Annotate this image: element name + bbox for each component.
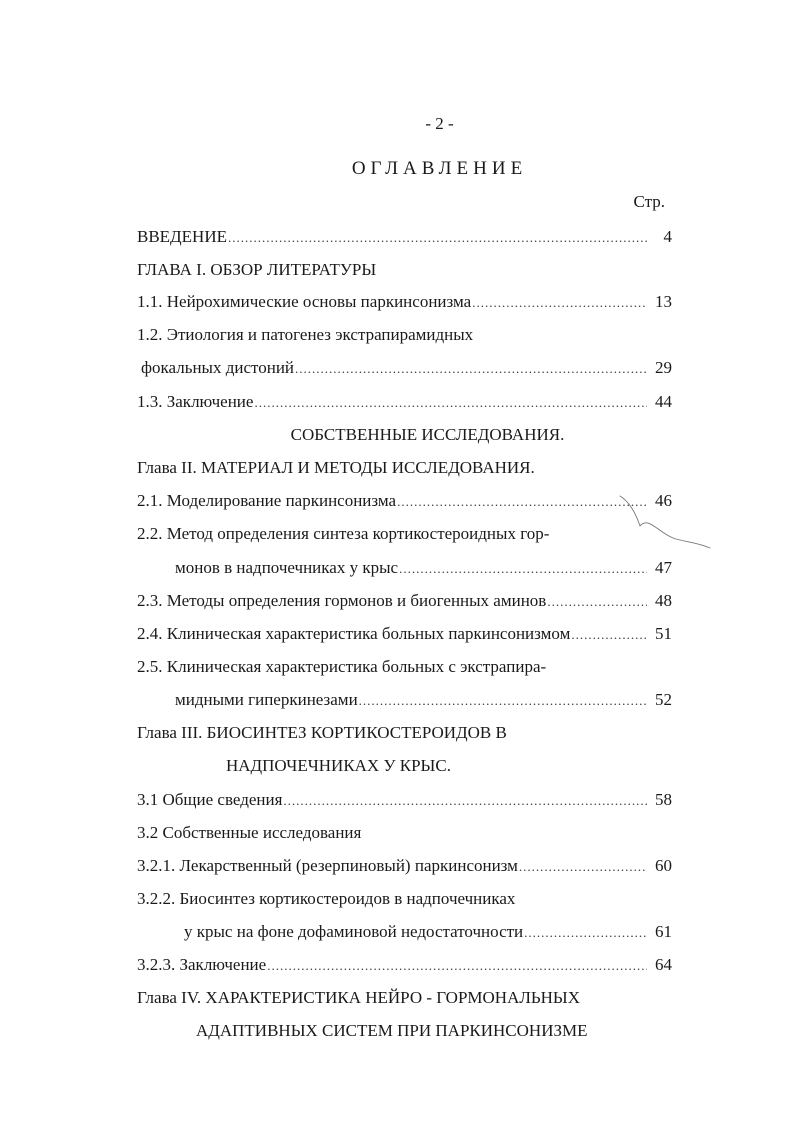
leader-dots <box>547 591 647 613</box>
toc-entry-text: мидными гиперкинезами <box>175 690 358 709</box>
leader-dots <box>524 922 647 944</box>
toc-entry-page: 47 <box>655 558 672 577</box>
toc-entry-page: 4 <box>663 227 672 246</box>
toc-entry-text: 1.3. Заключение <box>137 392 254 411</box>
toc-entry-2-2-line1: 2.2. Метод определения синтеза кортикостероидных гор- <box>137 524 550 543</box>
toc-chapter-4-heading-line2: АДАПТИВНЫХ СИСТЕМ ПРИ ПАРКИНСОНИЗМЕ <box>196 1021 588 1040</box>
toc-entry-3-2-2 <box>184 921 672 944</box>
toc-entry-2-5 <box>175 689 672 712</box>
toc-entry-page: 52 <box>655 690 672 709</box>
toc-entry-3-2-3 <box>137 954 672 977</box>
toc-entry-2-1 <box>137 490 672 513</box>
page-column-label: Стр. <box>633 192 665 211</box>
toc-entry-text: 3.2.3. Заключение <box>137 955 267 974</box>
toc-entry-text: 3.1 Общие сведения <box>137 790 283 809</box>
leader-dots <box>283 790 647 812</box>
toc-entry-page: 61 <box>655 922 672 941</box>
leader-dots <box>228 227 647 249</box>
toc-entry-text: 2.1. Моделирование паркинсонизма <box>137 491 397 510</box>
toc-entry-page: 29 <box>655 358 672 377</box>
toc-entry-page: 44 <box>655 392 672 411</box>
toc-chapter-3-heading-line1: Глава III. БИОСИНТЕЗ КОРТИКОСТЕРОИДОВ В <box>137 723 507 742</box>
leader-dots <box>359 690 647 712</box>
leader-dots <box>472 292 647 314</box>
toc-entry-3-2-1 <box>137 855 672 878</box>
toc-entry-page: 58 <box>655 790 672 809</box>
toc-entry-page: 64 <box>655 955 672 974</box>
toc-entry-text: фокальных дистоний <box>141 358 295 377</box>
pencil-mark-icon <box>618 492 718 552</box>
toc-entry-2-2 <box>175 557 672 580</box>
toc-entry-text: 2.3. Методы определения гормонов и биогенных аминов <box>137 591 547 610</box>
toc-chapter-3-heading-line2: НАДПОЧЕЧНИКАХ У КРЫС. <box>226 756 451 775</box>
toc-entry-1-2 <box>141 357 672 380</box>
toc-chapter-2-heading: Глава II. МАТЕРИАЛ И МЕТОДЫ ИССЛЕДОВАНИЯ. <box>137 458 535 477</box>
toc-chapter-1-heading: ГЛАВА I. ОБЗОР ЛИТЕРАТУРЫ <box>137 260 377 279</box>
toc-entry-text: 3.2.1. Лекарственный (резерпиновый) паркинсонизм <box>137 856 518 875</box>
toc-title: ОГЛАВЛЕНИЕ <box>351 158 528 179</box>
leader-dots <box>571 624 647 646</box>
toc-section-own-research: СОБСТВЕННЫЕ ИССЛЕДОВАНИЯ. <box>290 425 565 444</box>
toc-entry-text: монов в надпочечниках у крыс <box>175 558 399 577</box>
page-number: - 2 - <box>425 114 454 133</box>
leader-dots <box>295 358 647 380</box>
toc-entry-page: 60 <box>655 856 672 875</box>
toc-entry-3-2: 3.2 Собственные исследования <box>137 823 362 842</box>
toc-entry-text: ВВЕДЕНИЕ <box>137 227 227 246</box>
toc-entry-text: у крыс на фоне дофаминовой недостаточности <box>184 922 524 941</box>
leader-dots <box>397 491 647 513</box>
toc-entry-2-5-line1: 2.5. Клиническая характеристика больных с экстрапира- <box>137 657 547 676</box>
toc-entry-2-4 <box>137 623 672 646</box>
toc-entry-text: 1.1. Нейрохимические основы паркинсонизма <box>137 292 472 311</box>
leader-dots <box>267 955 647 977</box>
toc-entry-2-3 <box>137 590 672 613</box>
toc-entry-page: 48 <box>655 591 672 610</box>
toc-chapter-4-heading-line1: Глава IV. ХАРАКТЕРИСТИКА НЕЙРО - ГОРМОНАЛЬНЫХ <box>137 988 581 1007</box>
toc-entry-3-1 <box>137 789 672 812</box>
toc-entry-intro <box>137 226 672 249</box>
toc-entry-text: 2.4. Клиническая характеристика больных паркинсонизмом <box>137 624 571 643</box>
toc-entry-page: 13 <box>655 292 672 311</box>
leader-dots <box>399 558 647 580</box>
toc-entry-3-2-2-line1: 3.2.2. Биосинтез кортикостероидов в надпочечниках <box>137 889 516 908</box>
toc-entry-1-3 <box>137 391 672 414</box>
toc-entry-1-1 <box>137 291 672 314</box>
toc-entry-page: 51 <box>655 624 672 643</box>
leader-dots <box>254 392 647 414</box>
toc-entry-page: 46 <box>655 491 672 510</box>
toc-entry-1-2-line1: 1.2. Этиология и патогенез экстрапирамидных <box>137 325 474 344</box>
leader-dots <box>519 856 647 878</box>
